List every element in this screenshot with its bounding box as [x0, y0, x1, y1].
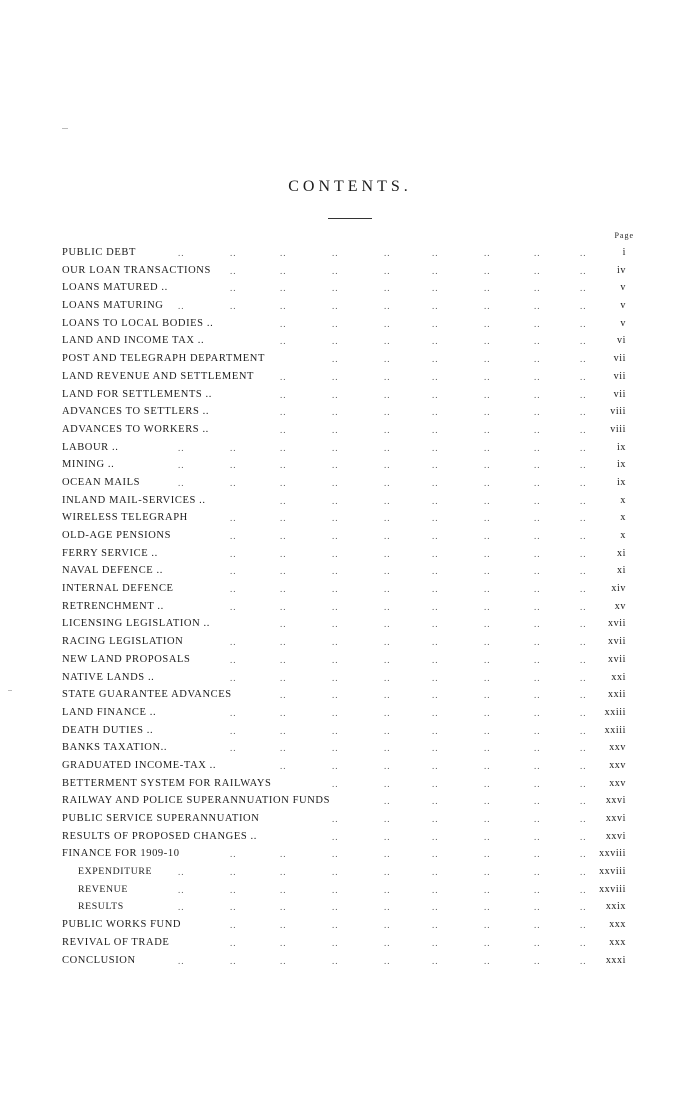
leader-dots: .. .. .. .. .. .. .. .. [230, 654, 587, 665]
toc-entry-page: viii [610, 406, 626, 418]
toc-entry-page: viii [610, 423, 626, 435]
toc-entry [0, 299, 700, 317]
toc-entry-label: RAILWAY AND POLICE SUPERANNUATION FUNDS [62, 795, 331, 807]
toc-entry-page: vi [617, 335, 626, 347]
toc-entry [0, 405, 700, 423]
leader-dots: .. .. .. .. .. .. [332, 354, 587, 365]
toc-entry-label: NATIVE LANDS .. [62, 671, 155, 683]
leader-dots: .. .. .. .. .. .. .. .. [230, 920, 587, 931]
leader-dots: .. .. .. .. .. .. .. [280, 760, 587, 771]
leader-dots: .. .. .. .. .. .. .. [280, 495, 587, 506]
toc-entry-label: LOANS TO LOCAL BODIES .. [62, 317, 214, 329]
toc-entry-page: xiv [611, 583, 626, 595]
leader-dots: .. .. .. .. .. .. .. [280, 389, 587, 400]
toc-entry-page: xxi [611, 671, 626, 683]
toc-entry [0, 671, 700, 689]
toc-entry [0, 617, 700, 635]
toc-entry-label: INTERNAL DEFENCE [62, 583, 174, 595]
toc-entry [0, 794, 700, 812]
toc-entry-page: vii [613, 388, 626, 400]
toc-entry-label: FINANCE FOR 1909-10 [62, 848, 180, 860]
toc-entry-label: LABOUR .. [62, 441, 119, 453]
toc-entry-label: LAND REVENUE AND SETTLEMENT [62, 370, 255, 382]
toc-entry [0, 317, 700, 335]
contents-list [0, 246, 700, 971]
toc-entry-label: BETTERMENT SYSTEM FOR RAILWAYS [62, 777, 272, 789]
toc-entry-page: x [620, 494, 626, 506]
toc-entry-label: OCEAN MAILS [62, 476, 141, 488]
leader-dots: .. .. .. .. .. .. .. .. .. [178, 301, 587, 312]
toc-entry-label: STATE GUARANTEE ADVANCES [62, 689, 232, 701]
toc-entry-label: PUBLIC WORKS FUND [62, 919, 182, 931]
toc-entry-page: xxviii [599, 848, 626, 860]
leader-dots: .. .. .. .. .. .. .. .. .. [178, 460, 587, 471]
leader-dots: .. .. .. .. .. .. .. .. [230, 283, 587, 294]
toc-entry-page: xxviii [599, 866, 626, 878]
toc-entry [0, 812, 700, 830]
toc-entry-page: xxx [609, 919, 626, 931]
leader-dots: .. .. .. .. .. .. .. .. [230, 672, 587, 683]
toc-entry-label: RESULTS [78, 901, 124, 913]
toc-entry-page: xxx [609, 936, 626, 948]
toc-entry-label: ADVANCES TO SETTLERS .. [62, 406, 210, 418]
leader-dots: .. .. .. .. .. .. .. .. .. [178, 867, 587, 878]
leader-dots: .. .. .. .. .. .. .. .. [230, 566, 587, 577]
leader-dots: .. .. .. .. .. .. .. .. [230, 725, 587, 736]
leader-dots: .. .. .. .. .. .. .. .. [230, 513, 587, 524]
toc-entry-label: MINING .. [62, 459, 115, 471]
toc-entry-label: BANKS TAXATION.. [62, 742, 168, 754]
leader-dots: .. .. .. .. .. .. [332, 831, 587, 842]
toc-entry-page: xvii [608, 653, 626, 665]
leader-dots: .. .. .. .. .. .. [332, 778, 587, 789]
toc-entry-page: vii [613, 353, 626, 365]
toc-entry [0, 476, 700, 494]
toc-entry-label: CONCLUSION [62, 954, 136, 966]
toc-entry [0, 936, 700, 954]
leader-dots: .. .. .. .. .. .. .. [280, 371, 587, 382]
toc-entry-label: INLAND MAIL-SERVICES .. [62, 494, 206, 506]
toc-entry-label: GRADUATED INCOME-TAX .. [62, 759, 217, 771]
toc-entry-page: vii [613, 370, 626, 382]
scan-speck [62, 128, 68, 129]
toc-entry-page: xv [614, 600, 626, 612]
toc-entry-label: OLD-AGE PENSIONS [62, 530, 172, 541]
toc-entry-page: x [620, 530, 626, 541]
toc-entry-page: xxv [609, 777, 626, 789]
toc-entry-label: OUR LOAN TRANSACTIONS [62, 264, 211, 276]
toc-entry-label: LOANS MATURING [62, 300, 164, 312]
toc-entry-page: xi [617, 547, 626, 559]
toc-entry-label: NEW LAND PROPOSALS [62, 653, 191, 665]
page-column-heading: Page [614, 231, 634, 240]
toc-entry [0, 388, 700, 406]
toc-entry-page: xxvi [605, 795, 626, 807]
toc-entry-page: xxvi [605, 813, 626, 824]
leader-dots: .. .. .. .. .. .. .. [280, 424, 587, 435]
toc-entry [0, 847, 700, 865]
toc-entry [0, 494, 700, 512]
toc-entry [0, 458, 700, 476]
leader-dots: .. .. .. .. .. .. .. .. [230, 937, 587, 948]
toc-entry [0, 706, 700, 724]
toc-entry [0, 900, 700, 918]
leader-dots: .. .. .. .. .. .. .. .. [230, 849, 587, 860]
leader-dots: .. .. .. .. .. [384, 796, 587, 807]
toc-entry-page: xxv [609, 742, 626, 754]
leader-dots: .. .. .. .. .. .. .. [280, 690, 587, 701]
leader-dots: .. .. .. .. .. .. .. .. [230, 707, 587, 718]
toc-entry [0, 918, 700, 936]
toc-entry-page: ix [617, 459, 626, 471]
toc-entry [0, 688, 700, 706]
toc-entry-label: REVENUE [78, 883, 128, 895]
toc-entry-page: iv [617, 264, 626, 276]
toc-entry-page: xxiii [604, 706, 626, 718]
toc-entry [0, 264, 700, 282]
toc-entry-page: i [622, 247, 626, 258]
toc-entry-page: xxv [609, 759, 626, 771]
toc-entry [0, 653, 700, 671]
toc-entry-label: RACING LEGISLATION [62, 636, 184, 648]
leader-dots: .. .. .. .. .. .. .. .. .. [178, 884, 587, 895]
toc-entry-label: POST AND TELEGRAPH DEPARTMENT [62, 353, 265, 365]
toc-entry-page: xi [617, 565, 626, 577]
toc-entry [0, 741, 700, 759]
toc-entry-page: xxxi [605, 954, 626, 966]
toc-entry [0, 281, 700, 299]
toc-entry [0, 547, 700, 565]
toc-entry-label: LICENSING LEGISLATION .. [62, 618, 210, 630]
toc-entry-page: v [620, 317, 626, 329]
leader-dots: .. .. .. .. .. .. .. [280, 336, 587, 347]
toc-entry-label: RESULTS OF PROPOSED CHANGES .. [62, 830, 257, 842]
leader-dots: .. .. .. .. .. .. .. .. [230, 584, 587, 595]
toc-entry [0, 777, 700, 795]
leader-dots: .. .. .. .. .. .. .. .. [230, 548, 587, 559]
toc-entry [0, 370, 700, 388]
toc-entry-label: ADVANCES TO WORKERS .. [62, 423, 209, 435]
toc-entry [0, 954, 700, 972]
toc-entry-label: WIRELESS TELEGRAPH [62, 512, 188, 524]
toc-entry [0, 635, 700, 653]
toc-entry [0, 352, 700, 370]
toc-entry-label: LAND FOR SETTLEMENTS .. [62, 388, 213, 400]
toc-entry-page: xxii [608, 689, 626, 701]
toc-entry [0, 441, 700, 459]
toc-entry-page: ix [617, 476, 626, 488]
page-title: CONTENTS. [288, 178, 412, 195]
toc-entry [0, 759, 700, 777]
toc-entry [0, 600, 700, 618]
toc-entry-page: xxvi [605, 830, 626, 842]
leader-dots: .. .. .. .. .. .. .. .. [230, 743, 587, 754]
toc-entry-label: EXPENDITURE [78, 866, 153, 878]
toc-entry [0, 511, 700, 529]
leader-dots: .. .. .. .. .. .. .. [280, 318, 587, 329]
toc-entry [0, 883, 700, 901]
leader-dots: .. .. .. .. .. .. .. [280, 619, 587, 630]
toc-entry [0, 246, 700, 264]
leader-dots: .. .. .. .. .. .. .. .. [230, 531, 587, 541]
toc-entry-label: FERRY SERVICE .. [62, 547, 158, 559]
leader-dots: .. .. .. .. .. .. .. [280, 407, 587, 418]
toc-entry-label: RETRENCHMENT .. [62, 600, 164, 612]
toc-entry-label: PUBLIC DEBT [62, 247, 136, 258]
title-rule [328, 218, 372, 219]
leader-dots: .. .. .. .. .. .. .. .. .. [178, 955, 587, 966]
leader-dots: .. .. .. .. .. .. .. .. [230, 637, 587, 648]
toc-entry-label: DEATH DUTIES .. [62, 724, 154, 736]
toc-entry-label: LAND AND INCOME TAX .. [62, 335, 205, 347]
toc-entry-label: LAND FINANCE .. [62, 706, 157, 718]
toc-entry-page: xvii [608, 618, 626, 630]
toc-entry-page: x [620, 512, 626, 524]
leader-dots: .. .. .. .. .. .. [332, 814, 587, 824]
leader-dots: .. .. .. .. .. .. .. .. .. [178, 442, 587, 453]
leader-dots: .. .. .. .. .. .. .. .. .. [178, 902, 587, 913]
toc-entry [0, 529, 700, 547]
toc-entry-page: xvii [608, 636, 626, 648]
toc-entry [0, 830, 700, 848]
toc-entry-label: NAVAL DEFENCE .. [62, 565, 163, 577]
toc-entry [0, 724, 700, 742]
toc-entry-page: xxiii [604, 724, 626, 736]
leader-dots: .. .. .. .. .. .. .. .. [230, 601, 587, 612]
toc-entry-label: PUBLIC SERVICE SUPERANNUATION [62, 813, 260, 824]
toc-entry-label: REVIVAL OF TRADE [62, 936, 170, 948]
toc-entry [0, 423, 700, 441]
toc-entry-label: LOANS MATURED .. [62, 282, 168, 294]
toc-entry-page: v [620, 282, 626, 294]
toc-entry [0, 564, 700, 582]
toc-entry-page: ix [617, 441, 626, 453]
leader-dots: .. .. .. .. .. .. .. .. .. [178, 477, 587, 488]
leader-dots: .. .. .. .. .. .. .. .. [230, 265, 587, 276]
toc-entry [0, 334, 700, 352]
leader-dots: .. .. .. .. .. .. .. .. .. [178, 248, 587, 258]
toc-entry-page: xxviii [599, 883, 626, 895]
toc-entry-page: v [620, 300, 626, 312]
toc-entry [0, 865, 700, 883]
toc-entry-page: xxix [605, 901, 626, 913]
toc-entry [0, 582, 700, 600]
